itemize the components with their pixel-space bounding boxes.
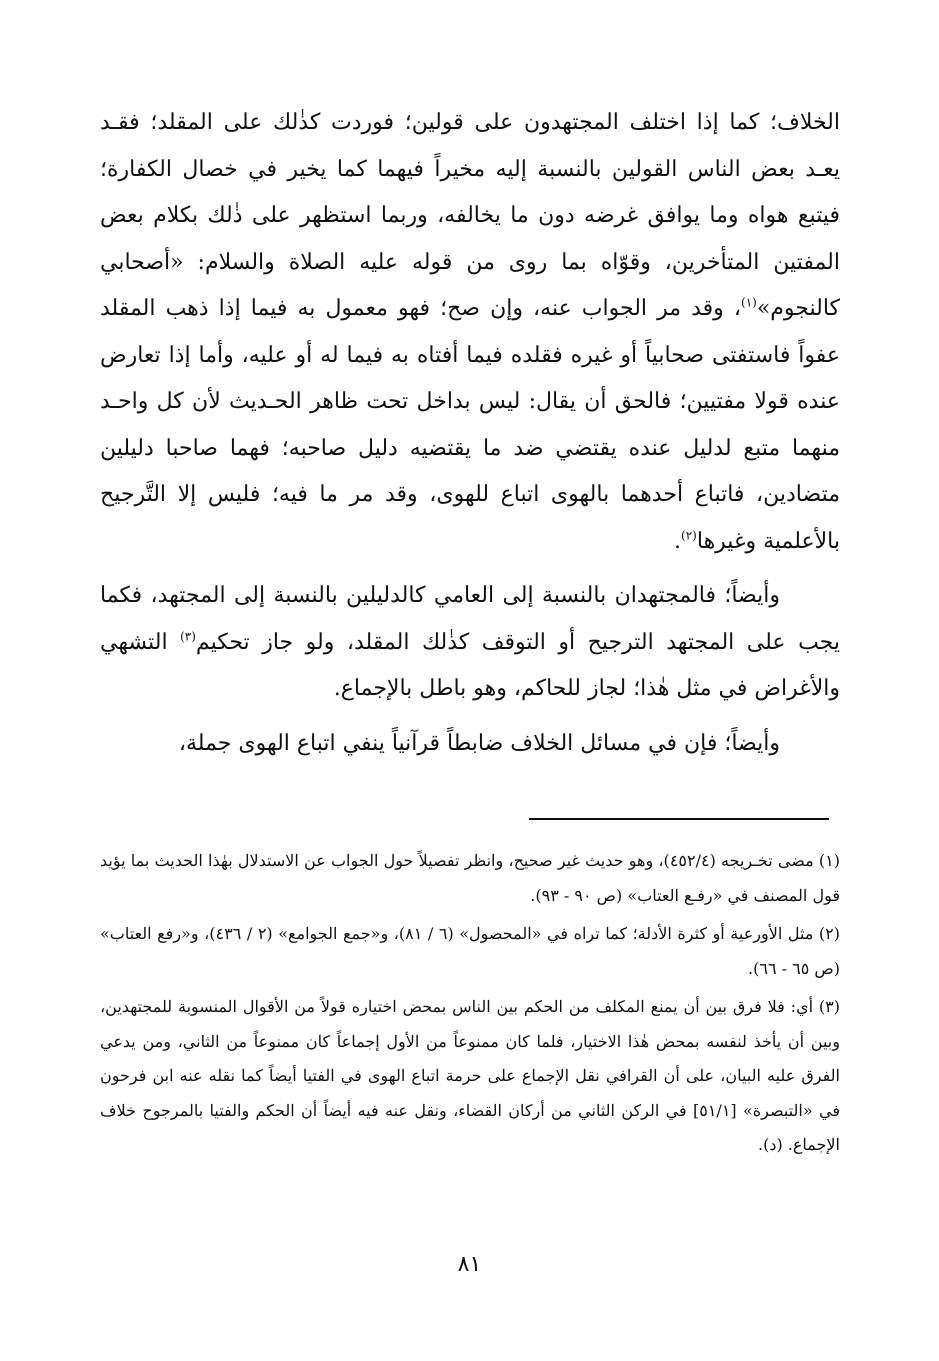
- paragraph-1-text-a: الخلاف؛ كما إذا اختلف المجتهدون على قولين؛ فوردت كذٰلك على المقلد؛ فقـد يعـد بعض الناس القولين بالنسبة إليه مخيراً فيهما كما يخير في خصال الكفارة؛ فيتبع هواه وما يوافق غرضه دون ما يخالفه، وربما استظهر على ذٰلك بكلام بعض المفتين المتأخرين، وقوّاه بما روى من قوله عليه الصلاة والسلام: «أصحابي كالنجوم»: [100, 110, 840, 321]
- paragraph-1-text-b: ، وقد مر الجواب عنه، وإن صح؛ فهو معمول به فيما إذا ذهب المقلد عفواً فاستفتى صحابياً أو غيره فقلده فيما أفتاه به فيما له أو عليه، وأما إذا تعارض عنده قولا مفتيين؛ فالحق أن يقال: ليس بداخل تحت ظاهر الحـديث لأن كل واحـد منهما متبع لدليل عنده يقتضي ضد ما يقتضيه دليل صاحبه؛ فهما صاحبا دليلين متضادين، فاتباع أحدهما بالهوى اتباع للهوى، وقد مر ما فيه؛ فليس إلا التَّرجيح بالأعلمية وغيرها: [100, 296, 840, 554]
- page-number: ٨١: [457, 1252, 482, 1277]
- paragraph-3: [100, 721, 840, 768]
- paragraph-3-text: وأيضاً؛ فإن في مسائل الخلاف ضابطاً قرآنياً ينفي اتباع الهوى جملة،: [178, 730, 780, 756]
- footnotes: [100, 844, 840, 1163]
- footnote-3: [100, 990, 840, 1163]
- footnote-2-number: (٢): [818, 924, 841, 943]
- footnote-2-text: مثل الأورعية أو كثرة الأدلة؛ كما تراه في «المحصول» (٦ / ٨١)، و«جمع الجوامع» (٢ / ٤٣٦)، و«رفع العتاب» (ص ٦٥ - ٦٦).: [100, 924, 840, 978]
- main-text: [100, 100, 840, 767]
- footnote-3-number: (٣): [818, 997, 841, 1016]
- footnote-3-text: أي: فلا فرق بين أن يمنع المكلف من الحكم بين الناس بمحض اختياره قولاً من الأقوال المنسوبة للمجتهدين، وبين أن يأخذ لنفسه بمحض هٰذا الاختيار، فلما كان ممنوعاً من الأول إجماعاً كان ممنوعاً من الثاني، ومن يدعي الفرق عليه البيان، على أن القرافي نقل الإجماع على حرمة اتباع الهوى في الفتيا أيضاً كما نقله عنه ابن فرحون في «التبصرة» [٥١/١] في الركن الثاني من أركان القضاء، ونقل عنه فيه أيضاً أن الحكم والفتيا بالمرجوح خلاف الإجماع. (د).: [100, 997, 840, 1154]
- footnote-ref-2[interactable]: (٢): [681, 528, 697, 543]
- footnote-separator: [529, 818, 829, 820]
- paragraph-1: [100, 100, 840, 565]
- footnote-2: [100, 917, 840, 986]
- footnote-1: [100, 844, 840, 913]
- paragraph-2-text-a: وأيضاً؛ فالمجتهدان بالنسبة إلى العامي كالدليلين بالنسبة إلى المجتهد، فكما يجب على المجتهد الترجيح أو التوقف كذٰلك المقلد، ولو جاز تحكيم: [100, 583, 840, 655]
- paragraph-1-text-c: .: [674, 528, 682, 554]
- footnote-ref-3[interactable]: (٣): [180, 629, 196, 644]
- footnote-1-number: (١): [818, 851, 840, 870]
- footnote-ref-1[interactable]: (١): [741, 295, 757, 310]
- paragraph-2: [100, 573, 840, 713]
- footnote-1-text: مضى تخـريجه (٤٥٢/٤)، وهو حديث غير صحيح، وانظر تفصيلاً حول الجواب عن الاستدلال بهٰذا الحديث بما يؤيد قول المصنف في «رفـع العتاب» (ص ٩٠ - ٩٣).: [100, 851, 840, 905]
- paragraph-2-text-b: التشهي والأغراض في مثل هٰذا؛ لجاز للحاكم، وهو باطل بالإجماع.: [100, 629, 840, 701]
